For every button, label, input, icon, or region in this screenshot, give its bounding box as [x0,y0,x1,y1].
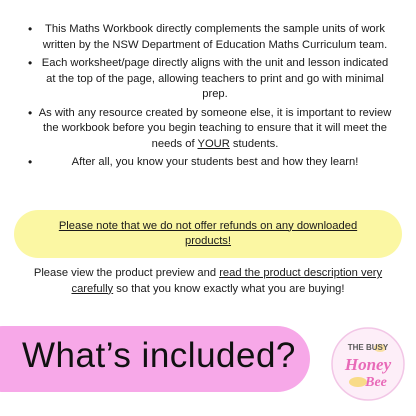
busy-honey-bee-logo [330,326,406,402]
logo-line-1: THE BUSY [347,343,389,352]
bullet-dot-icon: • [28,56,33,70]
refund-note-text: Please note that we do not offer refunds on any downloaded products! [58,219,358,247]
bullet-text-pre: As with any resource created by someone else, it is important to review the workbook before you begin teaching to ensure that it will meet the needs of [38,106,392,150]
bullet-item [24,22,394,53]
logo-line-3: Bee [365,375,387,390]
preview-instructions [20,266,396,297]
whats-included-heading: What’s included? [22,336,296,375]
bullet-item [24,155,394,171]
bullet-item [24,56,394,103]
preview-text-pre: Please view the product preview and [33,267,220,279]
bullet-text: Each worksheet/page directly aligns with the unit and lesson indicated at the top of the page, allowing teachers to print and go with minimal prep. [41,57,389,100]
bullet-dot-icon: • [28,22,33,36]
bullet-dot-icon: • [28,105,33,120]
product-description-link[interactable]: read the product description very carefully [71,267,383,295]
bullet-text: This Maths Workbook directly complements the sample units of work written by the NSW Department of Education Maths Curriculum team. [42,23,388,51]
bullet-dot-icon: • [28,155,33,169]
bullet-text: After all, you know your students best and how they learn! [71,156,359,168]
bullet-text-post: students. [229,137,279,150]
logo-line-2: Honey [344,355,392,374]
bullet-emphasis: YOUR [197,137,230,150]
info-bullet-list [24,22,394,174]
bullet-item [24,106,394,153]
preview-text-post: so that you know exactly what you are buying! [113,282,345,295]
refund-note-box [14,210,402,258]
